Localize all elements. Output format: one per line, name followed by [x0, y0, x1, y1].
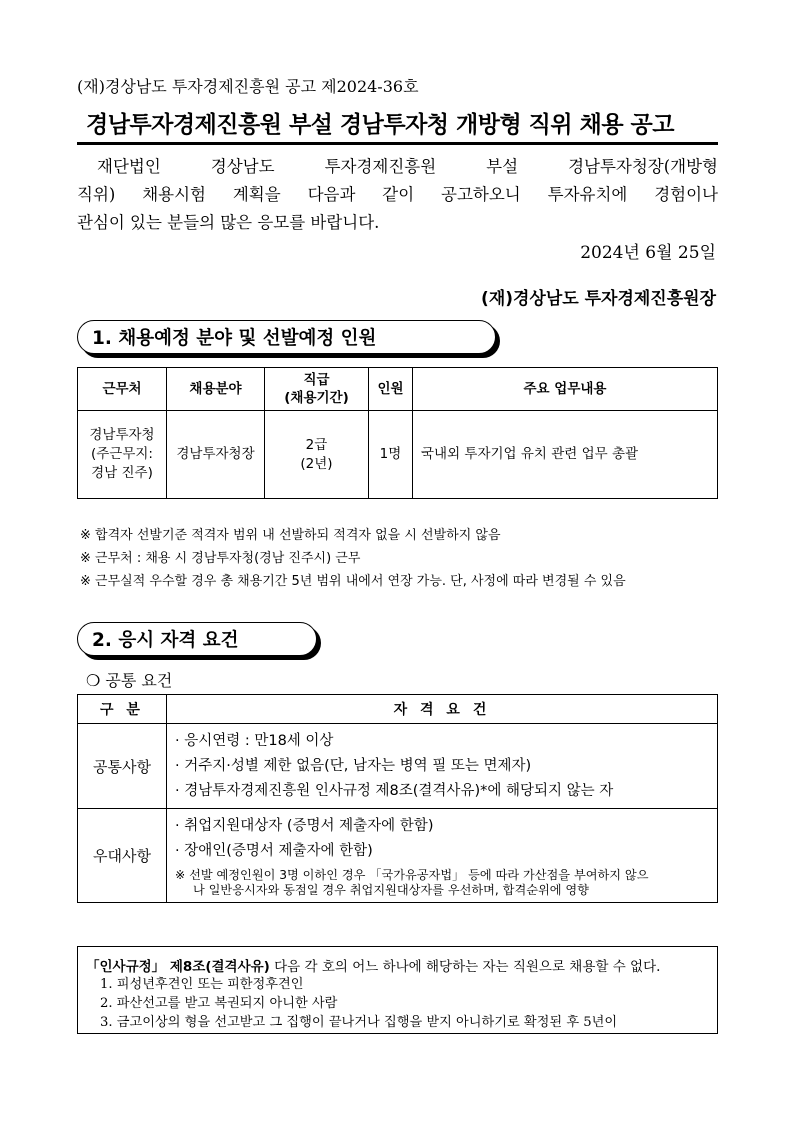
recruitment-table — [77, 367, 718, 499]
common-requirements-subheading: ❍ 공통 요건 — [86, 671, 173, 690]
table-row — [78, 809, 718, 903]
section-2-heading-text: 2. 응시 자격 요건 — [92, 630, 239, 651]
notice-date: 2024년 6월 25일 — [580, 243, 716, 263]
notice-number: (재)경상남도 투자경제진흥원 공고 제2024-36호 — [77, 77, 419, 96]
regulation-box — [77, 946, 718, 1034]
workplace-line: 경남 진주) — [91, 465, 153, 481]
cell-duty: 국내외 투자기업 유치 관련 업무 총괄 — [413, 411, 718, 499]
col-requirements: 자 격 요 건 — [167, 695, 718, 724]
regulation-title: 「인사규정」 제8조(결격사유) — [86, 959, 270, 975]
col-period-label: (채용기간) — [284, 390, 349, 406]
table-row — [78, 724, 718, 809]
regulation-intro: 다음 각 호의 어느 하나에 해당하는 자는 직원으로 채용할 수 없다. — [269, 959, 661, 975]
requirement-item: · 경남투자경제진흥원 인사규정 제8조(결격사유)*에 해당되지 않는 자 — [175, 783, 614, 799]
requirement-item: · 응시연령 : 만18세 이상 — [175, 733, 334, 749]
workplace-line: (주근무지: — [91, 446, 153, 462]
cell-common-label: 공통사항 — [78, 724, 167, 809]
cell-preference-label: 우대사항 — [78, 809, 167, 903]
section-1-heading — [77, 320, 496, 354]
regulation-item: 3. 금고이상의 형을 선고받고 그 집행이 끝나거나 집행을 받지 아니하기로 확정된 후 5년이 — [100, 1015, 618, 1030]
preference-note-line: ※ 선발 예정인원이 3명 이하인 경우 「국가유공자법」 등에 따라 가산점을 부여하지 않으 — [175, 868, 649, 882]
col-field: 채용분야 — [167, 368, 265, 411]
workplace-line: 경남투자청 — [89, 427, 155, 443]
qualification-table — [77, 694, 718, 903]
note-line: ※ 근무실적 우수할 경우 총 채용기간 5년 범위 내에서 연장 가능. 단, 사정에 따라 변경될 수 있음 — [80, 574, 626, 589]
requirement-item: · 거주지·성별 제한 없음(단, 남자는 병역 필 또는 면제자) — [175, 758, 532, 774]
intro-line: 재단법인 경상남도 투자경제진흥원 부설 경남투자청장(개방형 — [97, 157, 718, 176]
title-underline — [77, 142, 718, 145]
section-1-heading-text: 1. 채용예정 분야 및 선발예정 인원 — [92, 328, 377, 349]
cell-workplace — [78, 411, 167, 499]
cell-common-items — [167, 724, 718, 809]
section-1-notes — [80, 524, 626, 593]
intro-paragraph — [77, 153, 718, 237]
note-line: ※ 합격자 선발기준 적격자 범위 내 선발하되 적격자 없을 시 선발하지 않음 — [80, 528, 501, 543]
section-2-heading — [77, 622, 317, 656]
regulation-item: 2. 파산선고를 받고 복권되지 아니한 사람 — [100, 996, 338, 1011]
intro-line: 관심이 있는 분들의 많은 응모를 바랍니다. — [77, 213, 380, 232]
cell-preference-items — [167, 809, 718, 903]
col-grade-label: 직급 — [303, 372, 330, 388]
preference-item: · 취업지원대상자 (증명서 제출자에 한함) — [175, 818, 434, 834]
document-title: 경남투자경제진흥원 부설 경남투자청 개방형 직위 채용 공고 — [86, 112, 674, 138]
cell-field: 경남투자청장 — [167, 411, 265, 499]
cell-count: 1명 — [369, 411, 413, 499]
table-header-row — [78, 695, 718, 724]
col-grade — [265, 368, 369, 411]
cell-grade — [265, 411, 369, 499]
table-row — [78, 411, 718, 499]
regulation-heading — [86, 955, 717, 975]
regulation-item: 1. 피성년후견인 또는 피한정후견인 — [100, 977, 304, 992]
preference-note-line: 나 일반응시자와 동점일 경우 취업지원대상자를 우선하며, 합격순위에 영향 — [193, 883, 589, 897]
col-category: 구 분 — [78, 695, 167, 724]
note-line: ※ 근무처 : 채용 시 경남투자청(경남 진주시) 근무 — [80, 551, 361, 566]
period-value: (2년) — [300, 455, 333, 472]
issuer-name: (재)경상남도 투자경제진흥원장 — [481, 289, 716, 309]
col-duty: 주요 업무내용 — [413, 368, 718, 411]
table-header-row — [78, 368, 718, 411]
grade-value: 2급 — [305, 436, 328, 453]
col-workplace: 근무처 — [78, 368, 167, 411]
col-count: 인원 — [369, 368, 413, 411]
intro-line: 직위) 채용시험 계획을 다음과 같이 공고하오니 투자유치에 경험이나 — [77, 185, 718, 204]
preference-item: · 장애인(증명서 제출자에 한함) — [175, 843, 373, 859]
preference-note — [175, 868, 717, 898]
